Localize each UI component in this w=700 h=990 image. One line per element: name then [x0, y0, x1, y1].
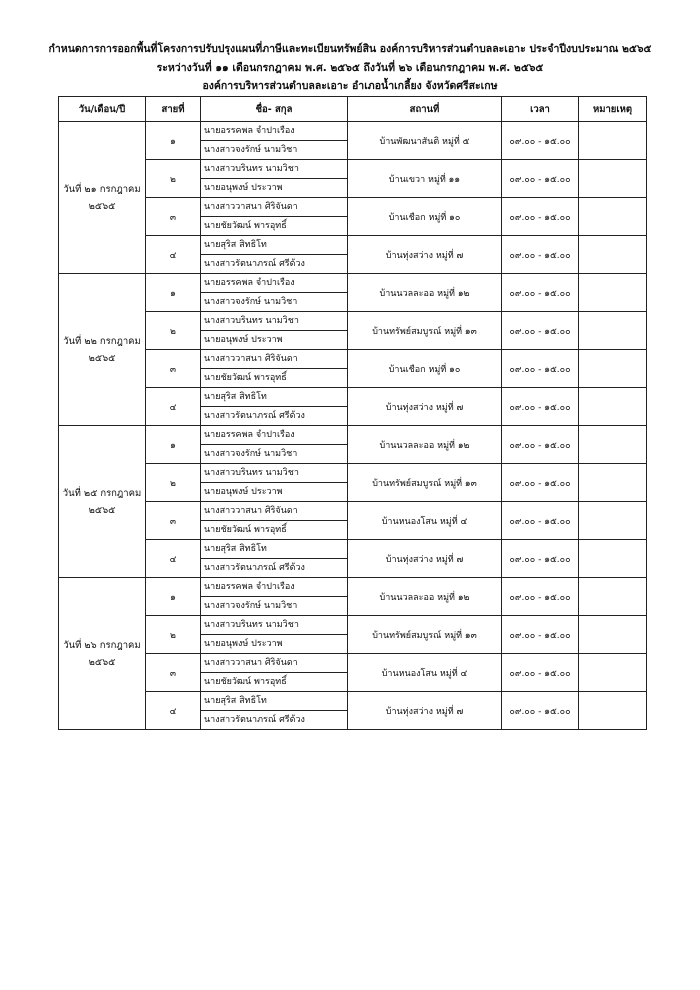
staff-name: นายอนุพงษ์ ประวาพ	[201, 634, 347, 653]
table-row	[59, 578, 647, 616]
column-header-date: วัน/เดือน/ปี	[59, 97, 146, 122]
staff-name: นางสาวบรินทร นามวิชา	[204, 164, 299, 174]
time-cell: ๐๙.๐๐ - ๑๕.๐๐	[502, 692, 579, 730]
staff-name: นางสาววาสนา ศิริจันดา	[204, 506, 298, 516]
note-cell	[579, 350, 647, 388]
staff-name: นายอนุพงษ์ ประวาพ	[201, 482, 347, 501]
place-cell: บ้านเชือก หมู่ที่ ๑๐	[348, 350, 502, 388]
staff-name: นางสาวจงรักษ์ นามวิชา	[201, 140, 347, 159]
place-cell: บ้านพัฒนาสันติ หมู่ที่ ๕	[348, 122, 502, 160]
table-row	[59, 160, 647, 198]
names-cell	[201, 464, 348, 502]
note-cell	[579, 312, 647, 350]
line-number-cell: ๔	[146, 236, 201, 274]
table-row	[59, 502, 647, 540]
note-cell	[579, 426, 647, 464]
place-cell: บ้านทรัพย์สมบูรณ์ หมู่ที่ ๑๓	[348, 616, 502, 654]
note-cell	[579, 464, 647, 502]
place-cell: บ้านเขวา หมู่ที่ ๑๑	[348, 160, 502, 198]
staff-name: นางสาวบรินทร นามวิชา	[204, 620, 299, 630]
line-number-cell: ๔	[146, 540, 201, 578]
column-header-line: สายที่	[146, 97, 201, 122]
line-number-cell: ๓	[146, 350, 201, 388]
note-cell	[579, 578, 647, 616]
time-cell: ๐๙.๐๐ - ๑๕.๐๐	[502, 578, 579, 616]
names-cell	[201, 502, 348, 540]
line-number-cell: ๓	[146, 502, 201, 540]
date-text: วันที่ ๒๑ กรกฎาคม	[63, 183, 141, 195]
note-cell	[579, 274, 647, 312]
staff-name: นางสาวรัตนาภรณ์ ศรีด้วง	[201, 710, 347, 729]
date-year: ๒๕๖๕	[88, 200, 116, 212]
names-cell	[201, 350, 348, 388]
staff-name: นางสาวรัตนาภรณ์ ศรีด้วง	[201, 254, 347, 273]
column-header-name: ชื่อ- สกุล	[201, 97, 348, 122]
time-cell: ๐๙.๐๐ - ๑๕.๐๐	[502, 198, 579, 236]
table-row	[59, 388, 647, 426]
date-cell	[59, 426, 146, 578]
names-cell	[201, 692, 348, 730]
line-number-cell: ๑	[146, 578, 201, 616]
names-cell	[201, 616, 348, 654]
table-row	[59, 692, 647, 730]
note-cell	[579, 198, 647, 236]
staff-name: นายสุริส สิทธิโท	[204, 392, 267, 402]
staff-name: นายชัยวัฒน์ พารอุทธิ์	[201, 368, 347, 387]
place-cell: บ้านทุ่งสว่าง หมู่ที่ ๗	[348, 388, 502, 426]
line-number-cell: ๒	[146, 464, 201, 502]
date-text: วันที่ ๒๕ กรกฎาคม	[62, 487, 142, 499]
place-cell: บ้านทุ่งสว่าง หมู่ที่ ๗	[348, 540, 502, 578]
column-header-time: เวลา	[502, 97, 579, 122]
time-cell: ๐๙.๐๐ - ๑๕.๐๐	[502, 616, 579, 654]
note-cell	[579, 654, 647, 692]
date-text: วันที่ ๒๖ กรกฎาคม	[63, 639, 141, 651]
names-cell	[201, 426, 348, 464]
staff-name: นายอนุพงษ์ ประวาพ	[201, 178, 347, 197]
table-row	[59, 198, 647, 236]
staff-name: นางสาวจงรักษ์ นามวิชา	[201, 292, 347, 311]
document-title-line-3: องค์การบริหารส่วนตำบลละเอาะ อำเภอน้ำเกลี้ยง จังหวัดศรีสะเกษ	[202, 80, 498, 92]
place-cell: บ้านหนองโสน หมู่ที่ ๔	[348, 654, 502, 692]
table-row	[59, 312, 647, 350]
time-cell: ๐๙.๐๐ - ๑๕.๐๐	[502, 274, 579, 312]
date-year: ๒๕๖๕	[88, 504, 116, 516]
staff-name: นายอรรคพล จำปาเรือง	[204, 582, 295, 592]
line-number-cell: ๔	[146, 388, 201, 426]
date-cell	[59, 578, 146, 730]
staff-name: นางสาวจงรักษ์ นามวิชา	[201, 596, 347, 615]
place-cell: บ้านทุ่งสว่าง หมู่ที่ ๗	[348, 236, 502, 274]
staff-name: นายสุริส สิทธิโท	[204, 544, 267, 554]
staff-name: นางสาวจงรักษ์ นามวิชา	[201, 444, 347, 463]
time-cell: ๐๙.๐๐ - ๑๕.๐๐	[502, 236, 579, 274]
table-row	[59, 426, 647, 464]
table-row	[59, 654, 647, 692]
column-header-place: สถานที่	[348, 97, 502, 122]
column-header-note: หมายเหตุ	[579, 97, 647, 122]
names-cell	[201, 198, 348, 236]
table-row	[59, 616, 647, 654]
line-number-cell: ๑	[146, 274, 201, 312]
staff-name: นายอนุพงษ์ ประวาพ	[201, 330, 347, 349]
names-cell	[201, 654, 348, 692]
staff-name: นางสาวรัตนาภรณ์ ศรีด้วง	[201, 406, 347, 425]
date-cell	[59, 122, 146, 274]
date-year: ๒๕๖๕	[88, 656, 116, 668]
names-cell	[201, 540, 348, 578]
line-number-cell: ๑	[146, 122, 201, 160]
note-cell	[579, 540, 647, 578]
line-number-cell: ๓	[146, 654, 201, 692]
note-cell	[579, 502, 647, 540]
note-cell	[579, 388, 647, 426]
names-cell	[201, 160, 348, 198]
schedule-body	[59, 122, 647, 730]
note-cell	[579, 236, 647, 274]
place-cell: บ้านเชือก หมู่ที่ ๑๐	[348, 198, 502, 236]
table-row	[59, 274, 647, 312]
names-cell	[201, 388, 348, 426]
note-cell	[579, 616, 647, 654]
date-year: ๒๕๖๕	[88, 352, 116, 364]
line-number-cell: ๑	[146, 426, 201, 464]
staff-name: นางสาวบรินทร นามวิชา	[204, 468, 299, 478]
staff-name: นายชัยวัฒน์ พารอุทธิ์	[201, 672, 347, 691]
header-row	[59, 97, 647, 122]
place-cell: บ้านหนองโสน หมู่ที่ ๔	[348, 502, 502, 540]
place-cell: บ้านนวลละออ หมู่ที่ ๑๒	[348, 274, 502, 312]
place-cell: บ้านทุ่งสว่าง หมู่ที่ ๗	[348, 692, 502, 730]
staff-name: นายชัยวัฒน์ พารอุทธิ์	[201, 520, 347, 539]
line-number-cell: ๒	[146, 312, 201, 350]
document-title-line-1: กำหนดการการออกพื้นที่โครงการปรับปรุงแผนที่ภาษีและทะเบียนทรัพย์สิน องค์การบริหารส่วนตำบลละเอาะ ประจำปีงบประมาณ ๒๕๖๕	[48, 43, 652, 55]
staff-name: นางสาววาสนา ศิริจันดา	[204, 202, 298, 212]
staff-name: นายอรรคพล จำปาเรือง	[204, 430, 295, 440]
table-row	[59, 464, 647, 502]
staff-name: นายสุริส สิทธิโท	[204, 240, 267, 250]
staff-name: นางสาวรัตนาภรณ์ ศรีด้วง	[201, 558, 347, 577]
table-row	[59, 540, 647, 578]
staff-name: นายสุริส สิทธิโท	[204, 696, 267, 706]
staff-name: นายชัยวัฒน์ พารอุทธิ์	[201, 216, 347, 235]
time-cell: ๐๙.๐๐ - ๑๕.๐๐	[502, 464, 579, 502]
place-cell: บ้านทรัพย์สมบูรณ์ หมู่ที่ ๑๓	[348, 312, 502, 350]
time-cell: ๐๙.๐๐ - ๑๕.๐๐	[502, 388, 579, 426]
date-cell	[59, 274, 146, 426]
staff-name: นายอรรคพล จำปาเรือง	[204, 126, 295, 136]
time-cell: ๐๙.๐๐ - ๑๕.๐๐	[502, 426, 579, 464]
names-cell	[201, 274, 348, 312]
names-cell	[201, 122, 348, 160]
table-row	[59, 122, 647, 160]
time-cell: ๐๙.๐๐ - ๑๕.๐๐	[502, 122, 579, 160]
staff-name: นางสาววาสนา ศิริจันดา	[204, 658, 298, 668]
time-cell: ๐๙.๐๐ - ๑๕.๐๐	[502, 312, 579, 350]
staff-name: นางสาวบรินทร นามวิชา	[204, 316, 299, 326]
staff-name: นายอรรคพล จำปาเรือง	[204, 278, 295, 288]
time-cell: ๐๙.๐๐ - ๑๕.๐๐	[502, 160, 579, 198]
document-title-line-2: ระหว่างวันที่ ๑๑ เดือนกรกฎาคม พ.ศ. ๒๕๖๕ ถึงวันที่ ๒๖ เดือนกรกฎาคม พ.ศ. ๒๕๖๕	[156, 62, 544, 74]
note-cell	[579, 122, 647, 160]
time-cell: ๐๙.๐๐ - ๑๕.๐๐	[502, 540, 579, 578]
date-text: วันที่ ๒๒ กรกฎาคม	[63, 335, 141, 347]
schedule-table	[58, 96, 647, 730]
time-cell: ๐๙.๐๐ - ๑๕.๐๐	[502, 654, 579, 692]
time-cell: ๐๙.๐๐ - ๑๕.๐๐	[502, 502, 579, 540]
line-number-cell: ๒	[146, 160, 201, 198]
line-number-cell: ๔	[146, 692, 201, 730]
names-cell	[201, 236, 348, 274]
place-cell: บ้านนวลละออ หมู่ที่ ๑๒	[348, 578, 502, 616]
names-cell	[201, 578, 348, 616]
staff-name: นางสาววาสนา ศิริจันดา	[204, 354, 298, 364]
table-row	[59, 236, 647, 274]
names-cell	[201, 312, 348, 350]
time-cell: ๐๙.๐๐ - ๑๕.๐๐	[502, 350, 579, 388]
place-cell: บ้านนวลละออ หมู่ที่ ๑๒	[348, 426, 502, 464]
note-cell	[579, 692, 647, 730]
line-number-cell: ๒	[146, 616, 201, 654]
table-row	[59, 350, 647, 388]
note-cell	[579, 160, 647, 198]
line-number-cell: ๓	[146, 198, 201, 236]
place-cell: บ้านทรัพย์สมบูรณ์ หมู่ที่ ๑๓	[348, 464, 502, 502]
